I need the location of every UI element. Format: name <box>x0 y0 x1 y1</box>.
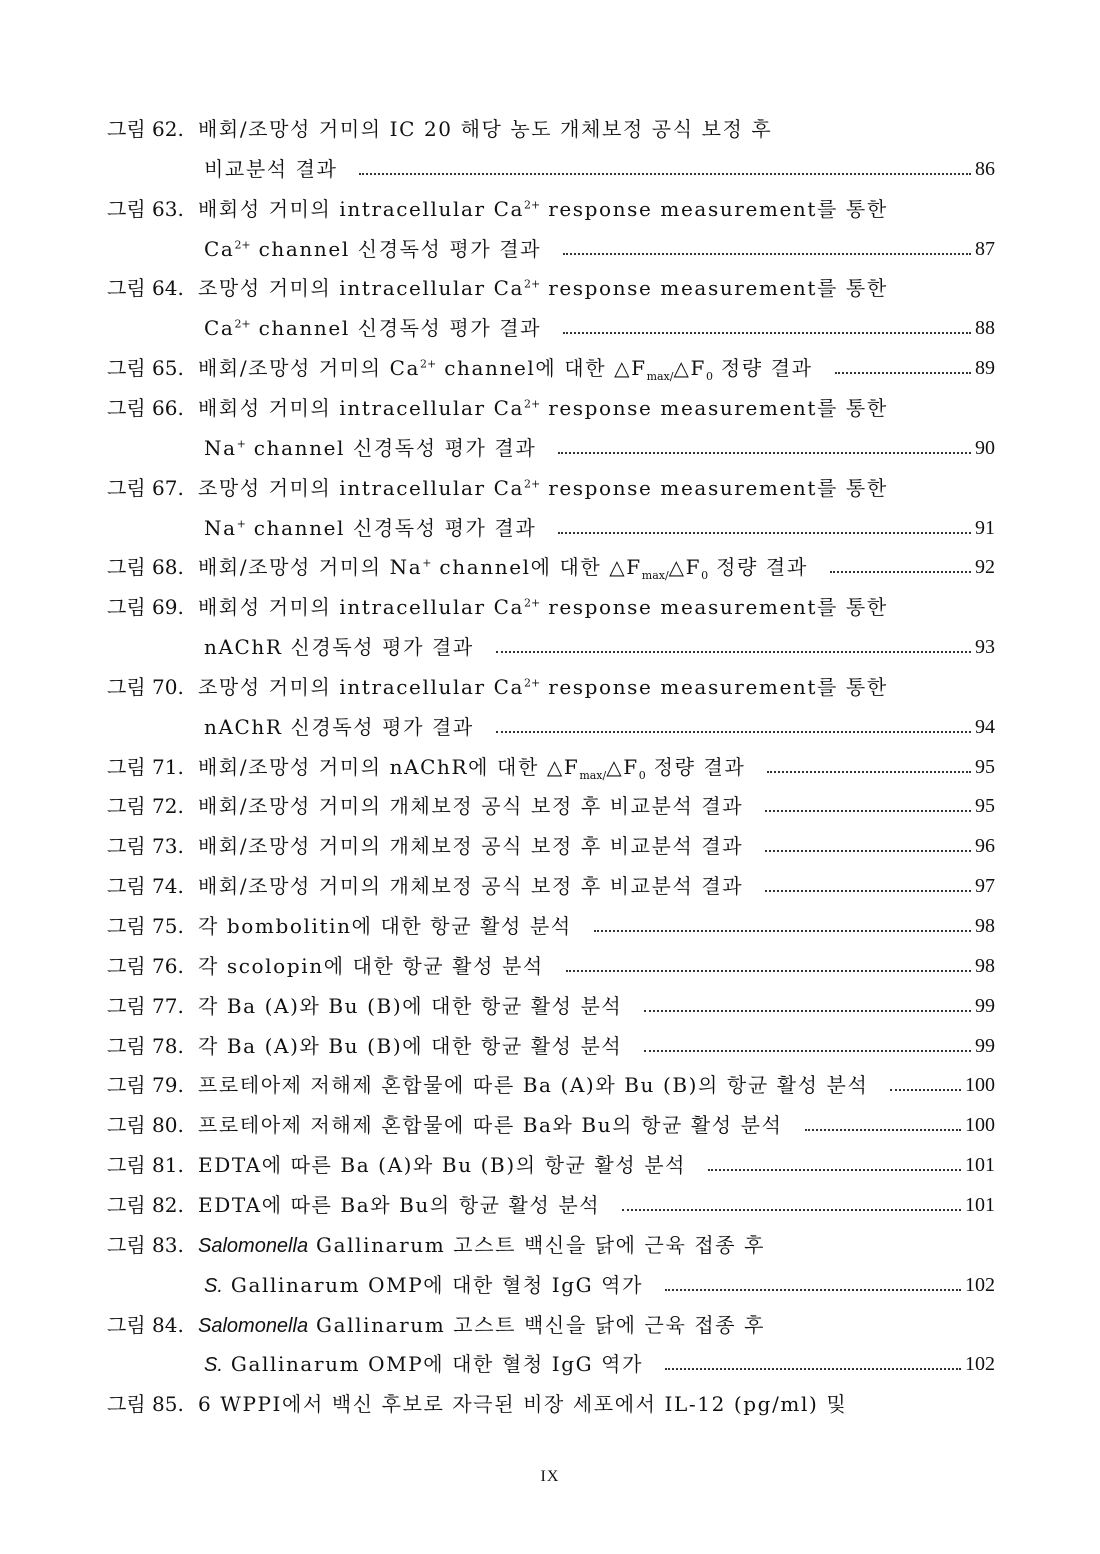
toc-entry[interactable] <box>0 869 1100 903</box>
toc-entry[interactable] <box>0 1188 1100 1222</box>
toc-entry[interactable] <box>0 789 1100 823</box>
page-ref: 87 <box>975 237 995 260</box>
figure-title: Na+ channel 신경독성 평가 결과 <box>204 435 537 460</box>
page-ref: 99 <box>975 1034 995 1057</box>
figure-title: 배회성 거미의 intracellular $Ca^{2+}$ response measurement를 통한 <box>198 196 888 221</box>
toc-entry-continuation[interactable] <box>0 431 1100 465</box>
page-ref: 101 <box>965 1193 995 1216</box>
figure-title: 프로테아제 저해제 혼합물에 따른 Ba (A)와 Bu (B)의 항균 활성 분석 <box>198 1073 869 1098</box>
page-ref: 91 <box>975 516 995 539</box>
figure-label: 그림 62. <box>107 117 184 141</box>
toc-entry[interactable] <box>0 1387 1100 1421</box>
toc-entry[interactable] <box>0 670 1100 704</box>
figure-title: 배회/조망성 거미의 nAChR에 대한 $\triangle F_{max/}\triangle F_0$ 정량 결과 <box>198 754 746 782</box>
figure-label: 그림 82. <box>107 1192 184 1217</box>
page-ref: 100 <box>965 1114 995 1137</box>
figure-label: 그림 67. <box>107 475 184 500</box>
figure-title: 배회성 거미의 intracellular $Ca^{2+}$ response measurement를 통한 <box>198 395 888 420</box>
dot-leader <box>566 970 971 972</box>
figure-title: 조망성 거미의 intracellular $Ca^{2+}$ response measurement를 통한 <box>198 475 888 500</box>
toc-entry[interactable] <box>0 829 1100 863</box>
toc-entry[interactable] <box>0 112 1100 146</box>
figure-label: 그림 71. <box>107 754 184 779</box>
dot-leader <box>805 1129 961 1131</box>
figure-label: 그림 83. <box>107 1232 184 1257</box>
figure-title: 배회/조망성 거미의 $Ca^{2+}$ channel에 대한 $\triangle F_{max/}\triangle F_0$ 정량 결과 <box>198 356 813 384</box>
figure-label: 그림 76. <box>107 953 184 978</box>
figure-label: 그림 73. <box>107 834 184 859</box>
page-ref: 92 <box>975 556 995 579</box>
figure-label: 그림 78. <box>107 1033 184 1058</box>
dot-leader <box>835 372 971 374</box>
page-ref: 90 <box>975 436 995 459</box>
figure-title: 조망성 거미의 intracellular $Ca^{2+}$ response measurement를 통한 <box>198 674 888 699</box>
toc-entry-continuation[interactable] <box>0 630 1100 664</box>
figure-label: 그림 79. <box>107 1073 184 1098</box>
toc-entry[interactable] <box>0 1228 1100 1262</box>
toc-entry[interactable] <box>0 949 1100 983</box>
figure-title: 각 Ba (A)와 Bu (B)에 대한 항균 활성 분석 <box>198 1033 623 1058</box>
figure-label: 그림 70. <box>107 674 184 699</box>
figure-label: 그림 72. <box>107 794 184 819</box>
toc-entry-continuation[interactable] <box>0 1268 1100 1302</box>
toc-entry[interactable] <box>0 590 1100 624</box>
page-ref: 95 <box>975 795 995 818</box>
toc-entry[interactable] <box>0 471 1100 505</box>
toc-entry-continuation[interactable] <box>0 152 1100 186</box>
figure-title: $Ca^{2+}$ channel 신경독성 평가 결과 <box>204 316 542 341</box>
figure-label: 그림 63. <box>107 196 184 221</box>
dot-leader <box>558 532 971 534</box>
dot-leader <box>558 452 971 454</box>
toc-entry[interactable] <box>0 1308 1100 1342</box>
toc-entry[interactable] <box>0 1068 1100 1102</box>
dot-leader <box>765 850 971 852</box>
figure-title: 배회/조망성 거미의 개체보정 공식 보정 후 비교분석 결과 <box>198 834 744 859</box>
dot-leader <box>622 1209 961 1211</box>
figure-title: 비교분석 결과 <box>204 156 338 181</box>
figure-title: 배회/조망성 거미의 Na+ channel에 대한 $\triangle F_{max/}\triangle F_0$ 정량 결과 <box>198 555 808 583</box>
toc-entry-continuation[interactable] <box>0 1347 1100 1381</box>
dot-leader <box>644 1050 971 1052</box>
toc-entry-continuation[interactable] <box>0 311 1100 345</box>
figure-title: 각 bombolitin에 대한 항균 활성 분석 <box>198 914 572 938</box>
page-ref: 94 <box>975 715 995 738</box>
page-ref: 101 <box>965 1154 995 1177</box>
figure-title: 조망성 거미의 intracellular $Ca^{2+}$ response measurement를 통한 <box>198 276 888 301</box>
figure-label: 그림 69. <box>107 595 184 620</box>
toc-entry[interactable] <box>0 909 1100 943</box>
figure-title: Salomonella Gallinarum 고스트 백신을 닭에 근육 접종 후 <box>198 1312 766 1337</box>
figure-label: 그림 68. <box>107 555 184 580</box>
page-ref: 89 <box>975 357 995 380</box>
toc-entry[interactable] <box>0 192 1100 226</box>
figure-title: nAChR 신경독성 평가 결과 <box>204 635 474 660</box>
dot-leader <box>767 771 971 773</box>
page-ref: 102 <box>965 1353 995 1376</box>
figure-label: 그림 74. <box>107 874 184 899</box>
dot-leader <box>830 571 971 573</box>
dot-leader <box>563 332 971 334</box>
page-ref: 98 <box>975 915 995 937</box>
toc-entry[interactable] <box>0 271 1100 305</box>
dot-leader <box>665 1368 961 1370</box>
figure-label: 그림 80. <box>107 1113 184 1138</box>
figure-title: 각 Ba (A)와 Bu (B)에 대한 항균 활성 분석 <box>198 993 623 1018</box>
page-ref: 97 <box>975 875 995 898</box>
dot-leader <box>765 890 971 892</box>
figure-title: $Ca^{2+}$ channel 신경독성 평가 결과 <box>204 236 542 261</box>
figure-label: 그림 75. <box>107 914 184 938</box>
dot-leader <box>496 651 971 653</box>
figure-title: EDTA에 따른 Ba와 Bu의 항균 활성 분석 <box>198 1192 601 1217</box>
page-ref: 99 <box>975 994 995 1017</box>
dot-leader <box>359 173 971 175</box>
page-ref: 93 <box>975 636 995 659</box>
dot-leader <box>708 1169 961 1171</box>
figure-title: 각 scolopin에 대한 항균 활성 분석 <box>198 953 544 978</box>
dot-leader <box>594 930 971 932</box>
toc-entry[interactable] <box>0 1029 1100 1063</box>
figure-title: Na+ channel 신경독성 평가 결과 <box>204 515 537 540</box>
page-ref: 100 <box>965 1074 995 1097</box>
toc-entry[interactable] <box>0 391 1100 425</box>
dot-leader <box>496 731 971 733</box>
toc-entry[interactable] <box>0 750 1100 784</box>
figure-title: S. Gallinarum OMP에 대한 혈청 IgG 역가 <box>204 1272 644 1297</box>
toc-entry-continuation[interactable] <box>0 710 1100 744</box>
toc-entry[interactable] <box>0 1108 1100 1142</box>
toc-entry[interactable] <box>0 550 1100 584</box>
dot-leader <box>644 1010 971 1012</box>
figure-title: 배회/조망성 거미의 IC 20 해당 농도 개체보정 공식 보정 후 <box>198 117 773 141</box>
figure-title: S. Gallinarum OMP에 대한 혈청 IgG 역가 <box>204 1352 644 1377</box>
figure-title: Salomonella Gallinarum 고스트 백신을 닭에 근육 접종 후 <box>198 1232 766 1257</box>
page-ref: 96 <box>975 835 995 858</box>
figure-title: 6 WPPI에서 백신 후보로 자극된 비장 세포에서 IL-12 (pg/ml) 및 <box>198 1392 848 1417</box>
figure-title: 배회성 거미의 intracellular $Ca^{2+}$ response measurement를 통한 <box>198 595 888 620</box>
figure-title: nAChR 신경독성 평가 결과 <box>204 714 474 739</box>
toc-entry[interactable] <box>0 351 1100 385</box>
page-number: IX <box>540 1468 560 1485</box>
toc-entry-continuation[interactable] <box>0 232 1100 266</box>
dot-leader <box>665 1289 961 1291</box>
page-ref: 88 <box>975 317 995 340</box>
figure-label: 그림 66. <box>107 395 184 420</box>
figure-label: 그림 85. <box>107 1392 184 1417</box>
figure-label: 그림 64. <box>107 276 184 301</box>
figure-label: 그림 77. <box>107 993 184 1018</box>
figure-title: 배회/조망성 거미의 개체보정 공식 보정 후 비교분석 결과 <box>198 794 744 819</box>
page-ref: 102 <box>965 1273 995 1296</box>
dot-leader <box>563 253 971 255</box>
toc-entry[interactable] <box>0 1148 1100 1182</box>
page-ref: 86 <box>975 157 995 180</box>
dot-leader <box>765 810 971 812</box>
figure-label: 그림 84. <box>107 1312 184 1337</box>
dot-leader <box>890 1089 961 1091</box>
figure-label: 그림 65. <box>107 356 184 381</box>
figure-title: EDTA에 따른 Ba (A)와 Bu (B)의 항균 활성 분석 <box>198 1153 687 1178</box>
toc-entry-continuation[interactable] <box>0 511 1100 545</box>
figure-label: 그림 81. <box>107 1153 184 1178</box>
toc-entry[interactable] <box>0 989 1100 1023</box>
figure-title: 프로테아제 저해제 혼합물에 따른 Ba와 Bu의 항균 활성 분석 <box>198 1113 783 1138</box>
page-ref: 95 <box>975 755 995 778</box>
figure-title: 배회/조망성 거미의 개체보정 공식 보정 후 비교분석 결과 <box>198 874 744 899</box>
page-ref: 98 <box>975 954 995 977</box>
